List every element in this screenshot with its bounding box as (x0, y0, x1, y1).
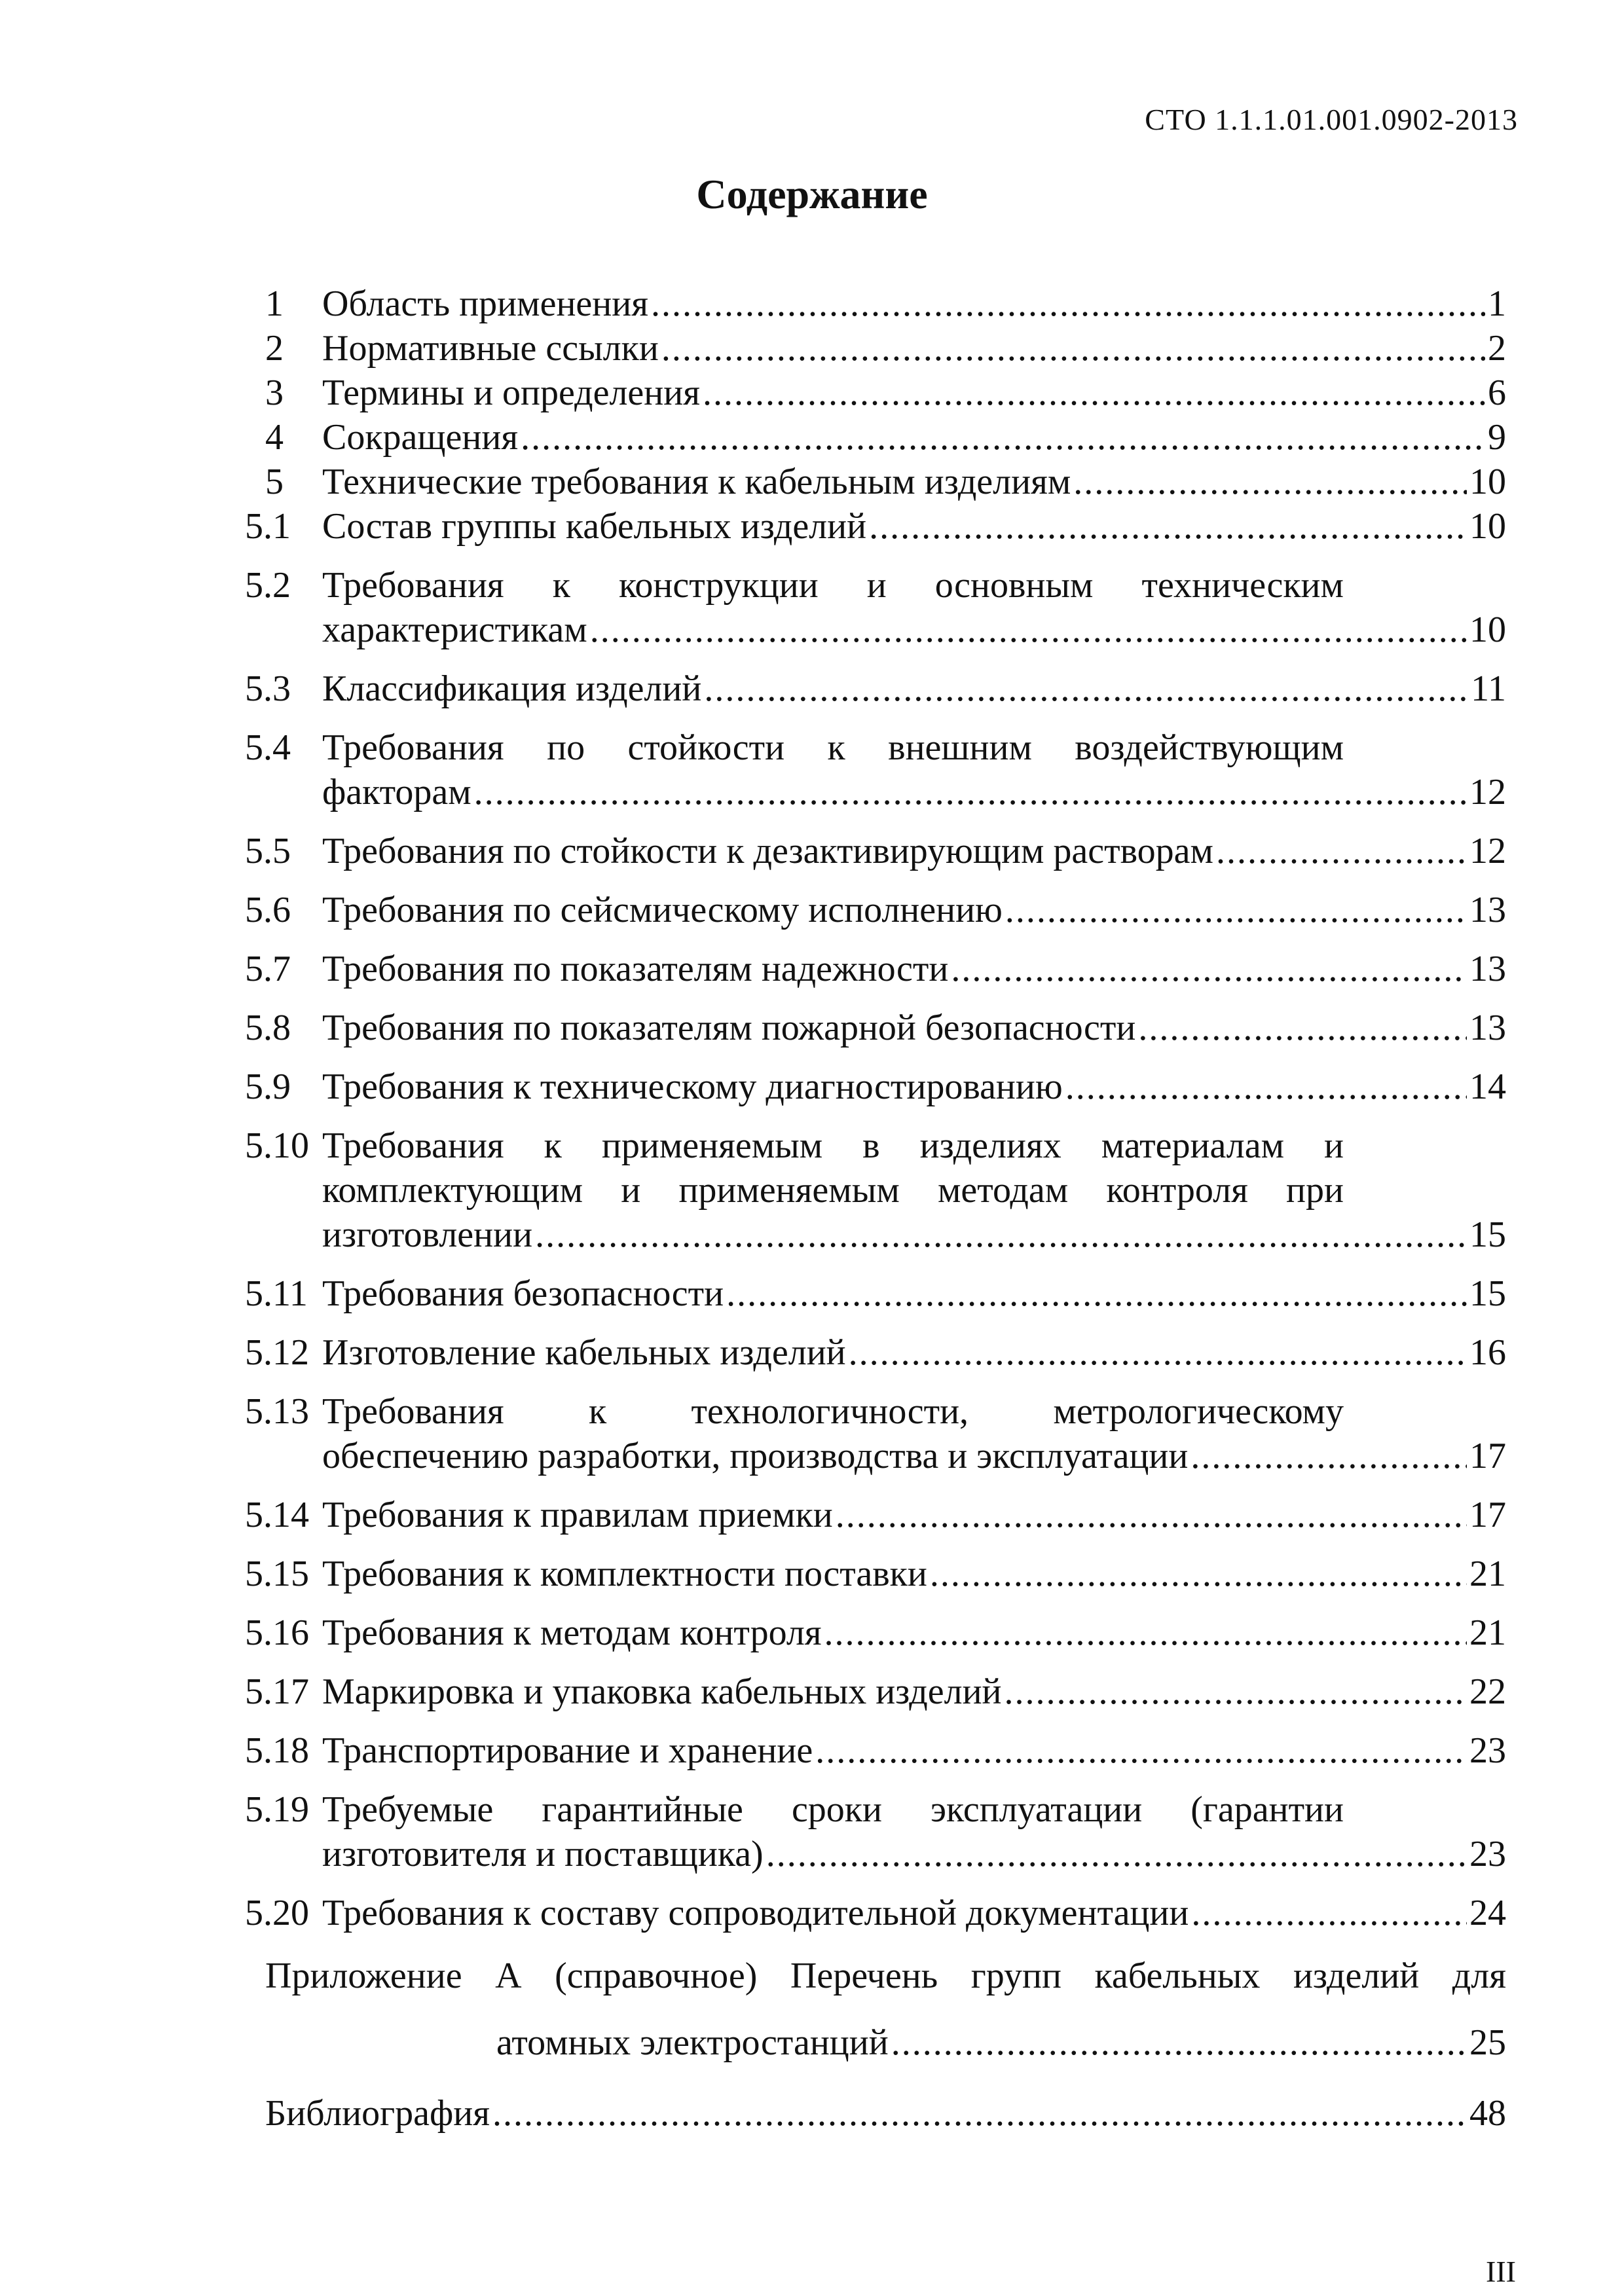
toc-entry-page: 13 (1469, 1008, 1506, 1048)
dot-leader (474, 770, 1467, 814)
toc-entry-number: 5.11 (245, 1273, 308, 1314)
toc-entry-page: 12 (1469, 772, 1506, 812)
bibliography-title: Библиография (265, 2093, 490, 2134)
dot-leader (535, 1212, 1467, 1257)
toc-entry-title: Состав группы кабельных изделий (322, 506, 867, 547)
toc-entry-title: Требования к составу сопроводительной документации (322, 1893, 1189, 1933)
toc-entry-title-line: Требования к конструкции и основным техническим (322, 565, 1344, 606)
toc-entry-title-line: комплектующим и применяемым методам контроля при (322, 1170, 1344, 1211)
dot-leader (824, 1611, 1467, 1655)
toc-entry-page: 13 (1469, 890, 1506, 930)
toc-entry-title: изготовителя и поставщика) (322, 1834, 764, 1874)
toc-entry-title: Требования безопасности (322, 1273, 724, 1314)
dot-leader (1216, 829, 1467, 873)
dot-leader (836, 1493, 1467, 1537)
toc-entry-page: 15 (1469, 1273, 1506, 1314)
dot-leader (951, 947, 1467, 991)
toc-entry-title: Транспортирование и хранение (322, 1730, 813, 1771)
dot-leader (1005, 1669, 1467, 1714)
toc-entry-number: 5.2 (245, 565, 291, 606)
bibliography-page: 48 (1469, 2093, 1506, 2134)
toc-entry-number: 5.9 (245, 1066, 291, 1107)
appendix-title-line: Приложение А (справочное) Перечень групп кабельных изделий для (265, 1956, 1506, 1996)
toc-entry-title-line: Требуемые гарантийные сроки эксплуатации (гарантии (322, 1789, 1344, 1830)
dot-leader (1073, 460, 1467, 504)
toc-entry-page: 22 (1469, 1671, 1506, 1712)
dot-leader (521, 415, 1485, 460)
toc-entry-title-line: Требования по стойкости к внешним воздействующим (322, 727, 1344, 768)
dot-leader (661, 326, 1485, 371)
toc-entry-number: 3 (265, 373, 284, 413)
toc-entry-number: 5.7 (245, 949, 291, 989)
toc-entry-title: Требования по показателям пожарной безопасности (322, 1008, 1136, 1048)
toc-entry-title: Изготовление кабельных изделий (322, 1332, 846, 1373)
appendix-page: 25 (1469, 2022, 1506, 2063)
toc-entry-page: 10 (1469, 462, 1506, 502)
dot-leader (1190, 1434, 1467, 1478)
toc-entry-page: 17 (1469, 1436, 1506, 1476)
toc-entry-title: Требования к техническому диагностированию (322, 1066, 1063, 1107)
dot-leader (590, 608, 1467, 652)
toc-entry-title: Сокращения (322, 417, 519, 458)
toc-entry-number: 5.16 (245, 1613, 309, 1653)
toc-entry-number: 5.17 (245, 1671, 309, 1712)
toc-entry-page: 10 (1469, 610, 1506, 650)
toc-entry-title: обеспечению разработки, производства и эксплуатации (322, 1436, 1189, 1476)
dot-leader (703, 371, 1485, 415)
dot-leader (1005, 888, 1467, 932)
toc-entry-page: 10 (1469, 506, 1506, 547)
toc-entry-number: 5.19 (245, 1789, 309, 1830)
toc-entry-page: 21 (1469, 1554, 1506, 1594)
toc-entry-page: 23 (1469, 1730, 1506, 1771)
toc-entry-title: Требования по стойкости к дезактивирующим растворам (322, 831, 1213, 871)
toc-entry-number: 5.6 (245, 890, 291, 930)
toc-entry-title: Требования по сейсмическому исполнению (322, 890, 1003, 930)
toc-entry-page: 21 (1469, 1613, 1506, 1653)
toc-entry-title: Технические требования к кабельным изделиям (322, 462, 1071, 502)
toc-entry-number: 4 (265, 417, 284, 458)
dot-leader (704, 666, 1468, 711)
toc-entry-page: 2 (1488, 328, 1506, 369)
dot-leader (1065, 1065, 1467, 1109)
toc-entry-number: 5 (265, 462, 284, 502)
dot-leader (726, 1271, 1467, 1316)
toc-entry-number: 5.15 (245, 1554, 309, 1594)
toc-entry-page: 1 (1488, 283, 1506, 324)
toc-entry-title-line: Требования к технологичности, метрологическому (322, 1391, 1344, 1432)
toc-entry-title-line: Требования к применяемым в изделиях материалам и (322, 1125, 1344, 1166)
page-number: III (1486, 2255, 1516, 2288)
dot-leader (930, 1552, 1467, 1596)
toc-entry-number: 5.12 (245, 1332, 309, 1373)
toc-entry-page: 6 (1488, 373, 1506, 413)
appendix-title: атомных электростанций (496, 2022, 889, 2063)
toc-entry-page: 14 (1469, 1066, 1506, 1107)
toc-appendix-entry[interactable] (265, 1955, 1506, 1997)
toc-entry-title: изготовлении (322, 1214, 533, 1255)
toc-entry-number: 5.1 (245, 506, 291, 547)
dot-leader (651, 282, 1485, 326)
toc-entry-number: 5.8 (245, 1008, 291, 1048)
document-code: СТО 1.1.1.01.001.0902-2013 (1145, 103, 1518, 136)
toc-entry-title: Маркировка и упаковка кабельных изделий (322, 1671, 1002, 1712)
dot-leader (869, 504, 1467, 549)
dot-leader (1191, 1891, 1467, 1935)
toc-entry-title: факторам (322, 772, 471, 812)
toc-entry-title: Требования к правилам приемки (322, 1495, 833, 1535)
toc-entry-number: 2 (265, 328, 284, 369)
toc-entry-number: 1 (265, 283, 284, 324)
toc-entry-number: 5.18 (245, 1730, 309, 1771)
toc-entry-title: характеристикам (322, 610, 587, 650)
dot-leader (815, 1728, 1467, 1773)
dot-leader (849, 1330, 1467, 1375)
toc-entry-title: Нормативные ссылки (322, 328, 659, 369)
toc-entry-title: Требования к комплектности поставки (322, 1554, 927, 1594)
toc-entry-number: 5.5 (245, 831, 291, 871)
toc-entry-title: Классификация изделий (322, 668, 702, 709)
dot-leader (766, 1832, 1467, 1876)
toc-entry-number: 5.3 (245, 668, 291, 709)
toc-entry-page: 23 (1469, 1834, 1506, 1874)
dot-leader (1138, 1006, 1467, 1050)
toc-entry-number: 5.4 (245, 727, 291, 768)
toc-entry-title: Термины и определения (322, 373, 700, 413)
toc-entry-page: 16 (1469, 1332, 1506, 1373)
toc-entry-page: 12 (1469, 831, 1506, 871)
dot-leader (492, 2091, 1467, 2136)
toc-entry-title: Требования к методам контроля (322, 1613, 822, 1653)
toc-entry-page: 17 (1469, 1495, 1506, 1535)
toc-entry-page: 11 (1471, 668, 1506, 709)
toc-entry-number: 5.13 (245, 1391, 309, 1432)
page-title: Содержание (696, 171, 928, 217)
toc-entry-title: Область применения (322, 283, 648, 324)
toc-entry-number: 5.14 (245, 1495, 309, 1535)
toc-entry-number: 5.10 (245, 1125, 309, 1166)
toc-entry-page: 24 (1469, 1893, 1506, 1933)
dot-leader (891, 2020, 1467, 2065)
toc-entry-page: 9 (1488, 417, 1506, 458)
toc-entry-title: Требования по показателям надежности (322, 949, 949, 989)
toc-entry-page: 15 (1469, 1214, 1506, 1255)
toc-entry-number: 5.20 (245, 1893, 309, 1933)
toc-entry-page: 13 (1469, 949, 1506, 989)
